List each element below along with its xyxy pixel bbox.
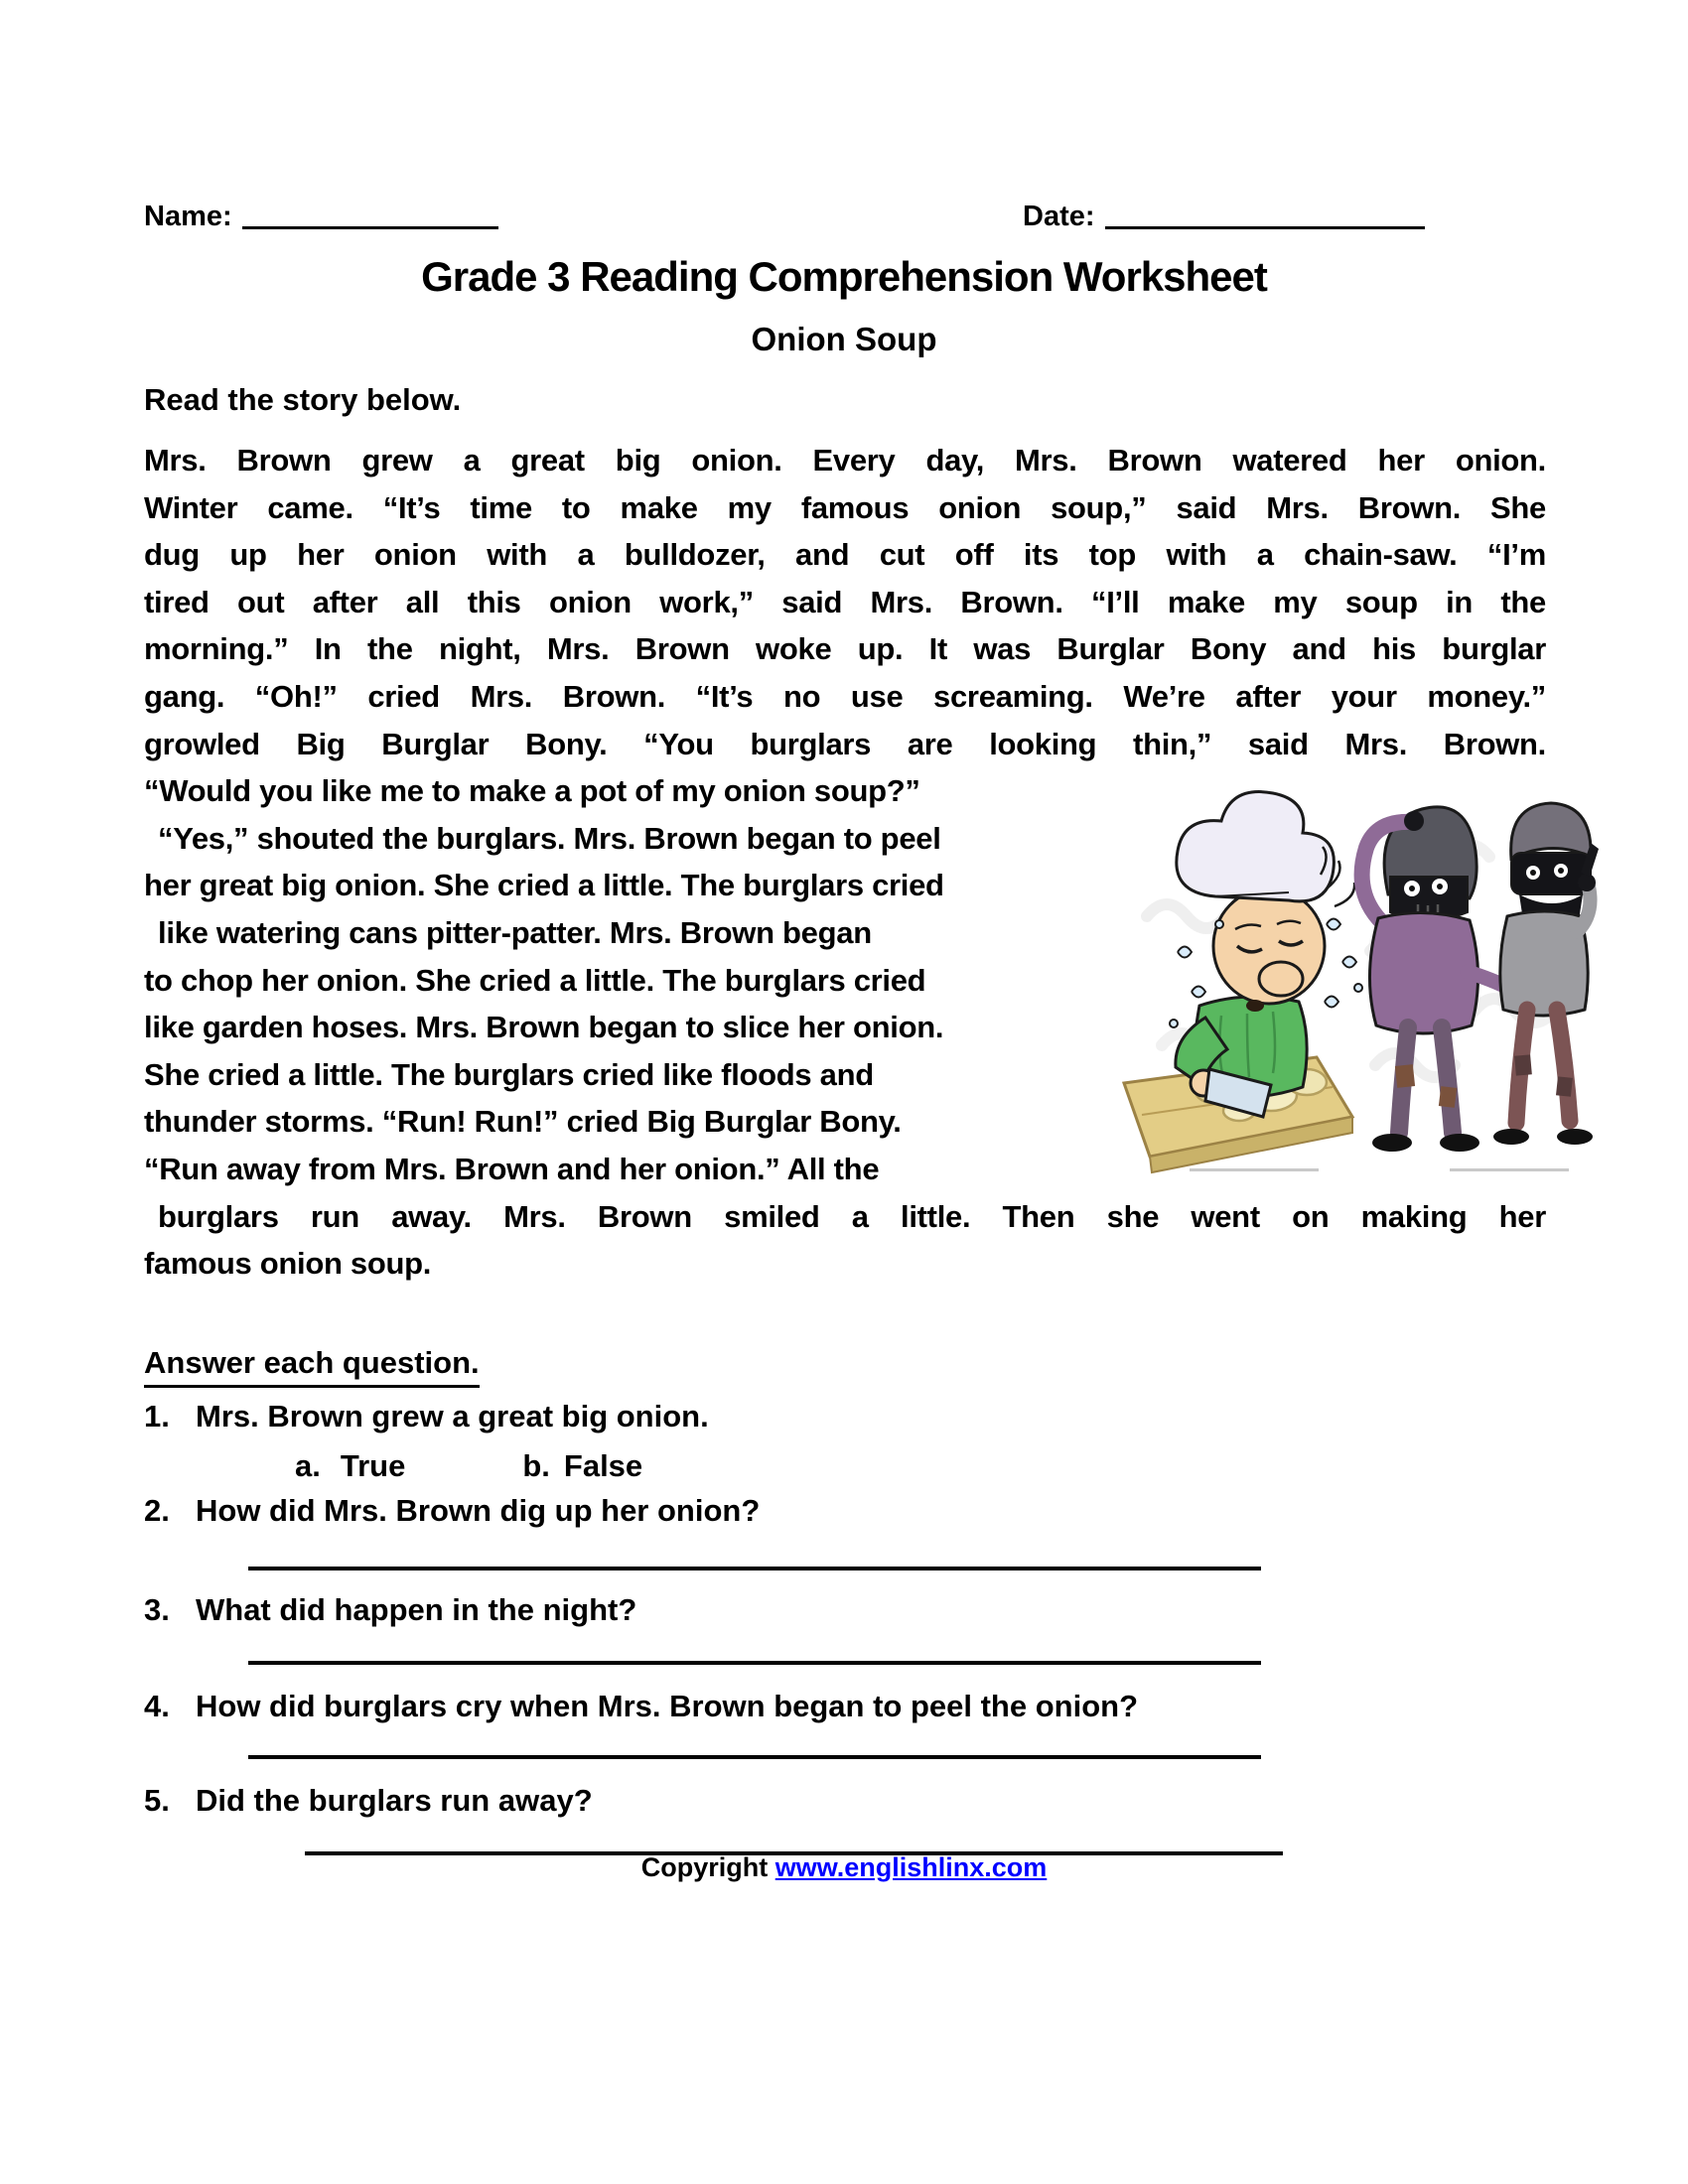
question-text: How did Mrs. Brown dig up her onion? xyxy=(196,1493,761,1528)
story-line: like watering cans pitter-patter. Mrs. Brown began xyxy=(158,914,872,950)
date-blank-line xyxy=(1105,199,1425,229)
question-number: 1. xyxy=(144,1399,170,1433)
page-title: Grade 3 Reading Comprehension Worksheet xyxy=(421,253,1267,300)
story-line: “Would you like me to make a pot of my onion soup?” xyxy=(144,773,920,809)
story-line: She cried a little. The burglars cried like floods and xyxy=(144,1056,874,1092)
name-field-row xyxy=(144,199,498,233)
answer-blank-line xyxy=(248,1755,1261,1759)
name-blank-line xyxy=(242,199,498,229)
story-line: tired out after all this onion work,” said Mrs. Brown. “I’ll make my soup in the xyxy=(144,584,1546,619)
story-line: famous onion soup. xyxy=(144,1246,432,1282)
date-field-row xyxy=(1023,199,1425,233)
option-b-label: False xyxy=(563,1448,643,1483)
story-line: Winter came. “It’s time to make my famous onion soup,” said Mrs. Brown. She xyxy=(144,489,1546,525)
chef-figure xyxy=(1124,792,1362,1172)
story-line: her great big onion. She cried a little. The burglars cried xyxy=(144,868,944,903)
option-a-label: True xyxy=(340,1448,406,1483)
story-line: to chop her onion. She cried a little. The burglars cried xyxy=(144,962,926,998)
question-number: 4. xyxy=(144,1689,170,1723)
answer-section xyxy=(144,1342,1546,1855)
option-b-letter: b. xyxy=(522,1448,550,1483)
question-2 xyxy=(144,1490,1546,1532)
burglar-figures xyxy=(1362,803,1599,1171)
copyright-label: Copyright xyxy=(640,1852,769,1882)
story-line: like garden hoses. Mrs. Brown began to slice her onion. xyxy=(144,1010,944,1045)
question-text: How did burglars cry when Mrs. Brown began to peel the onion? xyxy=(196,1689,1139,1723)
option-a-letter: a. xyxy=(295,1448,321,1483)
story-line: Mrs. Brown grew a great big onion. Every day, Mrs. Brown watered her onion. xyxy=(144,443,1546,478)
answer-blank-line xyxy=(248,1567,1261,1570)
story-line: “Yes,” shouted the burglars. Mrs. Brown began to peel xyxy=(158,820,941,856)
question-text: Mrs. Brown grew a great big onion. xyxy=(196,1399,709,1433)
read-instruction: Read the story below. xyxy=(144,382,462,417)
question-3 xyxy=(144,1589,1546,1631)
answer-heading: Answer each question. xyxy=(144,1342,480,1388)
question-text: Did the burglars run away? xyxy=(196,1783,593,1818)
question-number: 5. xyxy=(144,1783,170,1818)
question-1-options xyxy=(144,1445,1546,1487)
question-number: 2. xyxy=(144,1493,170,1528)
name-label: Name: xyxy=(144,201,232,232)
englishlinx-link[interactable]: www.englishlinx.com xyxy=(774,1852,1048,1882)
story-line: burglars run away. Mrs. Brown smiled a little. Then she went on making her xyxy=(158,1198,1546,1234)
story-title: Onion Soup xyxy=(751,321,937,357)
story-line: growled Big Burglar Bony. “You burglars are looking thin,” said Mrs. Brown. xyxy=(144,726,1546,761)
story-line: thunder storms. “Run! Run!” cried Big Burglar Bony. xyxy=(144,1104,902,1140)
question-5 xyxy=(144,1780,1546,1822)
answer-blank-line xyxy=(248,1661,1261,1665)
question-text: What did happen in the night? xyxy=(196,1592,637,1627)
story-line: morning.” In the night, Mrs. Brown woke up. It was Burglar Bony and his burglar xyxy=(144,631,1546,667)
story-line: “Run away from Mrs. Brown and her onion.” All the xyxy=(144,1151,880,1186)
story-line: gang. “Oh!” cried Mrs. Brown. “It’s no use screaming. We’re after your money.” xyxy=(144,678,1546,714)
story-illustration xyxy=(1122,767,1599,1178)
story-line: dug up her onion with a bulldozer, and cut off its top with a chain-saw. “I’m xyxy=(144,537,1546,573)
date-label: Date: xyxy=(1023,201,1095,232)
question-1 xyxy=(144,1396,1546,1437)
question-4 xyxy=(144,1686,1546,1727)
footer xyxy=(0,1852,1688,1883)
story-text xyxy=(144,437,1546,1288)
question-number: 3. xyxy=(144,1592,170,1627)
